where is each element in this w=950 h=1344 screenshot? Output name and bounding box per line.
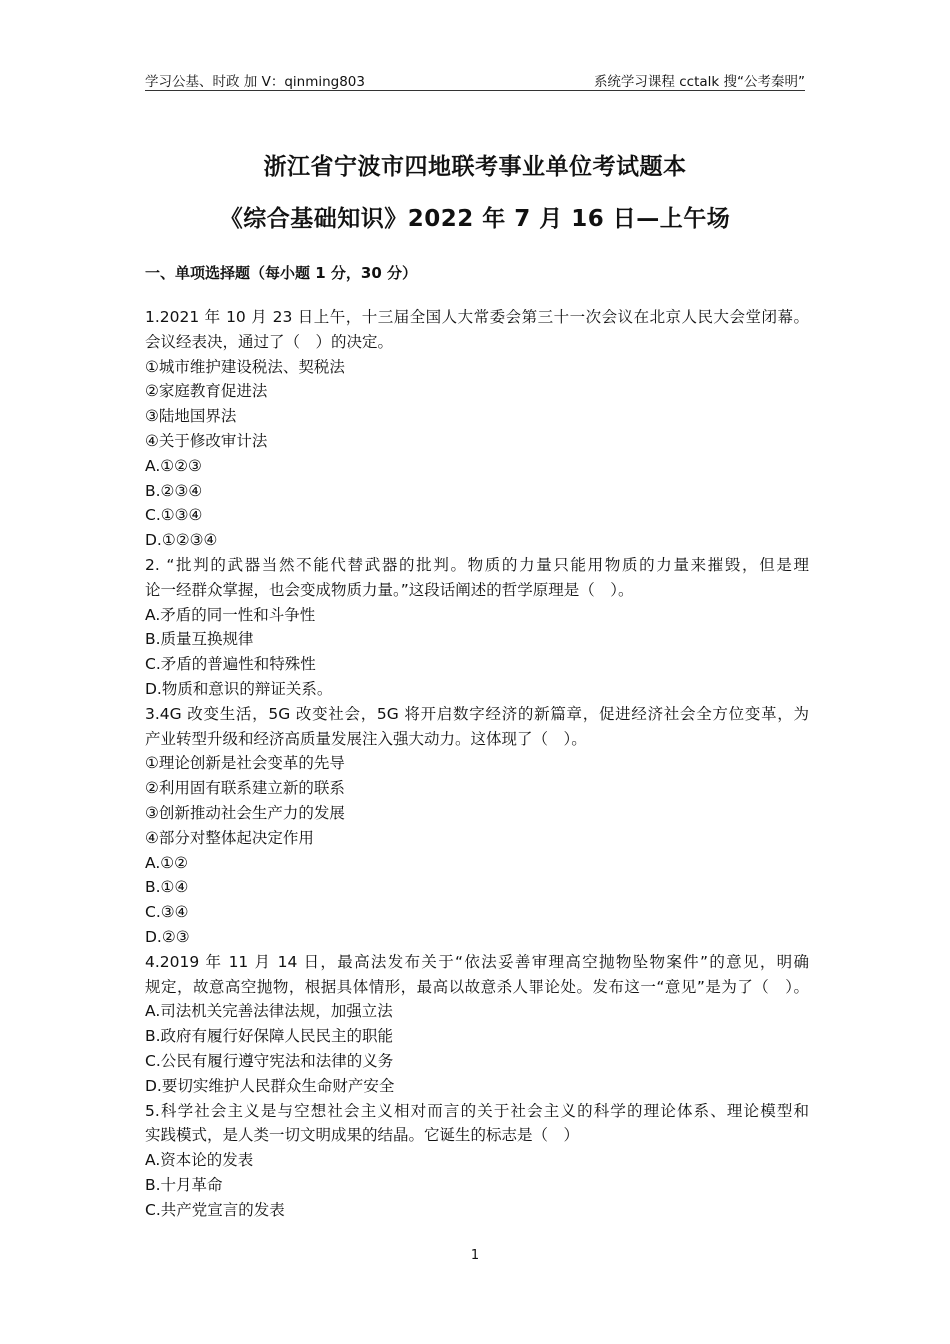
document-subtitle: 《综合基础知识》2022 年 7 月 16 日—上午场 xyxy=(219,206,731,232)
text-line: A.司法机关完善法律法规，加强立法 xyxy=(145,1002,393,1021)
text-line: B.政府有履行好保障人民民主的职能 xyxy=(145,1027,394,1046)
text-line: 2. “批判的武器当然不能代替武器的批判。物质的力量只能用物质的力量来摧毁，但是理 xyxy=(145,555,809,574)
text-line: ②利用固有联系建立新的联系 xyxy=(145,779,345,798)
text-line: 会议经表决，通过了（ ）的决定。 xyxy=(145,332,394,351)
text-line: A.①②③ xyxy=(145,456,202,475)
question-body xyxy=(145,305,809,1222)
text-line: ③陆地国界法 xyxy=(145,407,237,426)
text-line: C.③④ xyxy=(145,903,189,922)
text-line: 4.2019 年 11 月 14 日，最高法发布关于“依法妥善审理高空抛物坠物案件”的意见，明确 xyxy=(145,952,809,971)
text-line: D.①②③④ xyxy=(145,531,218,550)
text-line: C.①③④ xyxy=(145,506,203,525)
header-right-text: 系统学习课程 cctalk 搜“公考秦明” xyxy=(593,74,805,90)
text-line: B.质量互换规律 xyxy=(145,630,254,649)
text-line: 1.2021 年 10 月 23 日上午，十三届全国人大常委会第三十一次会议在北京人民大会堂闭幕。 xyxy=(145,308,809,326)
text-line: 实践模式，是人类一切文明成果的结晶。它诞生的标志是（ ） xyxy=(145,1126,580,1145)
text-line: D.②③ xyxy=(145,927,190,946)
text-line: ③创新推动社会生产力的发展 xyxy=(145,803,345,822)
text-line: C.共产党宣言的发表 xyxy=(145,1200,285,1219)
text-line: A.①② xyxy=(145,853,189,872)
text-line: ④部分对整体起决定作用 xyxy=(145,828,314,847)
document-title: 浙江省宁波市四地联考事业单位考试题本 xyxy=(263,154,687,180)
section-heading: 一、单项选择题（每小题 1 分，30 分） xyxy=(145,264,417,282)
text-line: A.矛盾的同一性和斗争性 xyxy=(145,605,316,624)
page-header xyxy=(145,66,805,91)
text-line: 3.4G 改变生活，5G 改变社会，5G 将开启数字经济的新篇章，促进经济社会全方位变革，为 xyxy=(145,704,809,723)
page-number: 1 xyxy=(470,1248,480,1263)
text-line: 规定，故意高空抛物，根据具体情形，最高以故意杀人罪论处。发布这一“意见”是为了（ ）。 xyxy=(145,977,809,996)
text-line: 产业转型升级和经济高质量发展注入强大动力。这体现了（ ）。 xyxy=(145,729,587,748)
text-line: B.②③④ xyxy=(145,481,203,500)
text-line: ④关于修改审计法 xyxy=(145,431,268,450)
text-line: ②家庭教育促进法 xyxy=(145,382,268,401)
text-line: ①理论创新是社会变革的先导 xyxy=(145,754,345,773)
text-line: 5.科学社会主义是与空想社会主义相对而言的关于社会主义的科学的理论体系、理论模型和 xyxy=(145,1101,809,1120)
text-line: B.①④ xyxy=(145,878,189,897)
text-line: B.十月革命 xyxy=(145,1175,223,1194)
text-line: C.公民有履行遵守宪法和法律的义务 xyxy=(145,1051,394,1070)
text-line: A.资本论的发表 xyxy=(145,1151,254,1170)
header-left-text: 学习公基、时政 加 V：qinming803 xyxy=(145,74,365,90)
text-line: D.要切实维护人民群众生命财产安全 xyxy=(145,1076,395,1095)
text-line: ①城市维护建设税法、契税法 xyxy=(145,357,345,376)
text-line: C.矛盾的普遍性和特殊性 xyxy=(145,655,316,674)
text-line: 论一经群众掌握，也会变成物质力量。”这段话阐述的哲学原理是（ ）。 xyxy=(145,580,634,599)
text-line: D.物质和意识的辩证关系。 xyxy=(145,679,333,698)
